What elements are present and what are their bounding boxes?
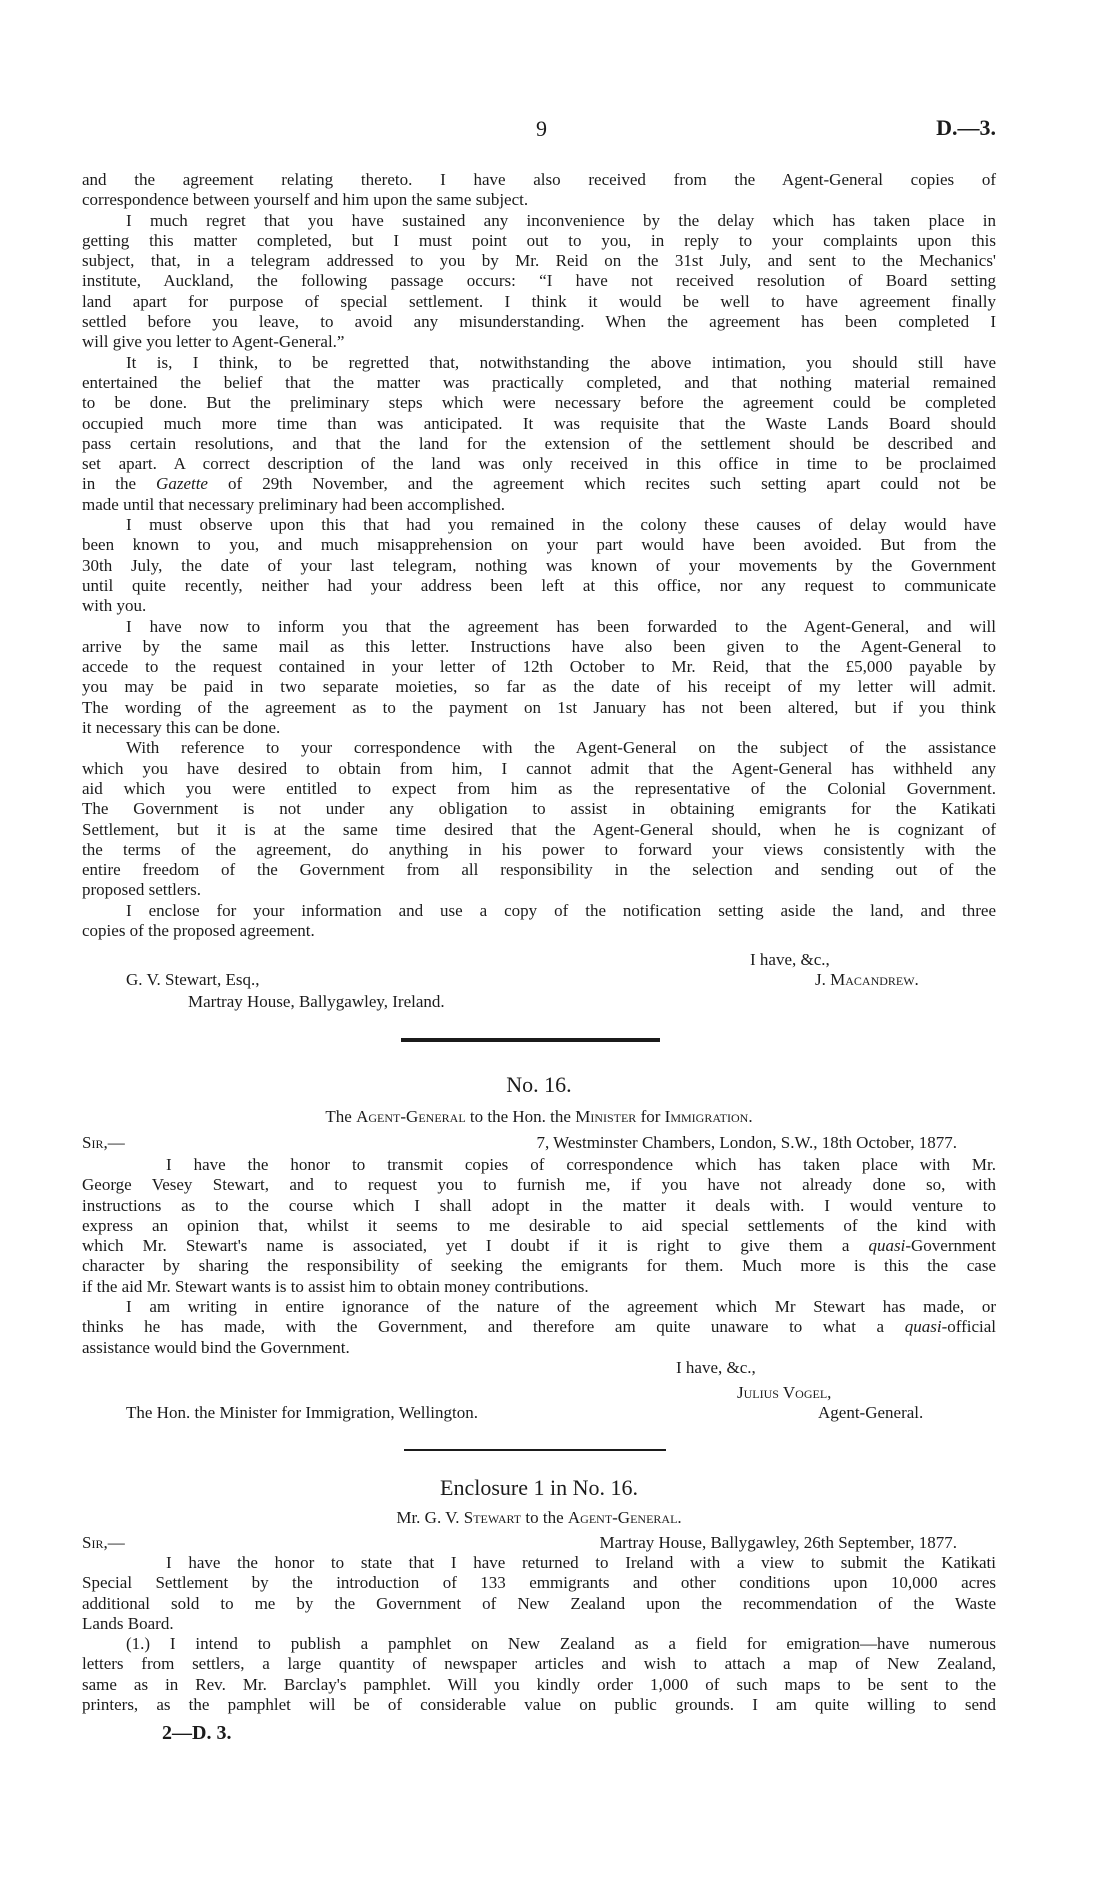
text-line: been known to you, and much misapprehension on your part would have been avoided. But from the [82, 535, 996, 555]
text-line: pass certain resolutions, and that the land for the extension of the settlement should be described and [82, 433, 996, 453]
text-line: you may be paid in two separate moieties, so far as the date of his receipt of my letter will admit. [82, 677, 996, 697]
text-segment: of 29th November, and the agreement which recites such setting apart could not be [207, 474, 997, 494]
text-line: occupied much more time than was anticipated. It was requisite that the Waste Lands Board should [82, 413, 996, 433]
enclosure-subtitle [82, 1508, 996, 1528]
text-line [82, 1317, 996, 1337]
text-line: set apart. A correct description of the land was only received in this office in time to be proclaimed [82, 454, 996, 474]
small-caps-text: Agent-General [356, 1107, 466, 1126]
recipient-name: G. V. Stewart, Esq., [126, 970, 260, 989]
text-line: character by sharing the responsibility of seeking the emigrants for them. Much more is this the case [82, 1256, 996, 1276]
letter-body [82, 170, 996, 941]
text-line: proposed settlers. [82, 880, 201, 900]
signature-name: Julius Vogel, [737, 1383, 832, 1402]
text-line: entire freedom of the Government from all responsibility in the selection and sending out of the [82, 860, 996, 880]
text-line: With reference to your correspondence with the Agent-General on the subject of the assistance [126, 738, 996, 758]
text-line: subject, that, in a telegram addressed to you by Mr. Reid on the 31st July, and sent to the Mechanics' [82, 251, 996, 271]
text-line [82, 474, 996, 494]
paragraph [82, 353, 996, 515]
text-segment: The [325, 1107, 357, 1126]
text-line: letters from settlers, a large quantity of newspaper articles and wish to attach a map of New Zealand, [82, 1654, 996, 1674]
text-line: I have now to inform you that the agreement has been forwarded to the Agent-General, and will [126, 616, 996, 636]
text-line: correspondence between yourself and him upon the same subject. [82, 190, 529, 210]
text-line: I much regret that you have sustained any inconvenience by the delay which has taken place in [126, 210, 996, 230]
italic-text: Gazette [156, 474, 208, 494]
paragraph [82, 1634, 996, 1715]
salutation [82, 1533, 125, 1553]
text-line: I must observe upon this that had you remained in the colony these causes of delay would have [126, 515, 996, 535]
small-caps-text: Stewart [463, 1508, 522, 1527]
text-segment: for [636, 1107, 665, 1126]
text-line: 30th July, the date of your last telegram, nothing was known of your movements by the Government [82, 555, 996, 575]
text-segment: -Government [905, 1236, 996, 1256]
text-segment: . [677, 1508, 682, 1527]
italic-text: quasi [904, 1317, 942, 1337]
document-reference: D.—3. [936, 115, 996, 140]
closing: I have, &c., [676, 1358, 756, 1377]
text-line: accede to the request contained in your letter of 12th October to Mr. Reid, that the £5,000 payable by [82, 657, 996, 677]
text-segment: Mr. G. V. [396, 1508, 464, 1527]
section-divider [404, 1449, 666, 1451]
text-line: additional sold to me by the Government of New Zealand upon the recommendation of the Waste [82, 1593, 996, 1613]
section-subtitle [82, 1107, 996, 1127]
text-line: copies of the proposed agreement. [82, 920, 315, 940]
text-line: settled before you leave, to avoid any misunderstanding. When the agreement has been completed I [82, 312, 996, 332]
text-line: getting this matter completed, but I must point out to you, in reply to your complaints upon this [82, 230, 996, 250]
page-number: 9 [536, 116, 547, 141]
enclosure-heading: Enclosure 1 in No. 16. [440, 1475, 638, 1500]
paragraph [82, 617, 996, 739]
dateline: 7, Westminster Chambers, London, S.W., 18th October, 1877. [536, 1133, 957, 1152]
text-line: made until that necessary preliminary had been accomplished. [82, 494, 505, 514]
salutation [82, 1133, 125, 1153]
text-line: entertained the belief that the matter was practically completed, and that nothing material remained [82, 372, 996, 392]
recipient-address: Martray House, Ballygawley, Ireland. [188, 992, 445, 1011]
letter-body [82, 1155, 996, 1358]
text-line: The Government is not under any obligation to assist in obtaining emigrants for the Katikati [82, 799, 996, 819]
text-segment: to the Hon. the [465, 1107, 576, 1126]
text-line: It is, I think, to be regretted that, notwithstanding the above intimation, you should still have [126, 352, 996, 372]
salutation-text: Sir,— [82, 1133, 125, 1152]
text-line: aid which you were entitled to expect from him as the representative of the Colonial Government. [82, 778, 996, 798]
text-segment: which Mr. Stewart's name is associated, yet I doubt if it is right to give them a [82, 1236, 869, 1256]
dateline: Martray House, Ballygawley, 26th September, 1877. [599, 1533, 957, 1552]
closing: I have, &c., [750, 950, 830, 969]
signature: J. Macandrew. [815, 970, 919, 989]
text-line: arrive by the same mail as this letter. Instructions have also been given to the Agent-General to [82, 636, 996, 656]
text-line: George Vesey Stewart, and to request you to furnish me, if you have not already done so, with [82, 1175, 996, 1195]
text-segment: -official [941, 1317, 996, 1337]
text-line: institute, Auckland, the following passage occurs: “I have not received resolution of Board setting [82, 271, 996, 291]
text-line: Lands Board. [82, 1613, 174, 1633]
section-divider [401, 1038, 660, 1042]
text-line: will give you letter to Agent-General.” [82, 332, 345, 352]
salutation-text: Sir,— [82, 1533, 125, 1552]
text-line: Special Settlement by the introduction of 133 emmigrants and other conditions upon 10,000 acres [82, 1573, 996, 1593]
text-line: if the aid Mr. Stewart wants is to assist him to obtain money contributions. [82, 1276, 589, 1296]
text-line: until quite recently, neither had your address been left at this office, nor any request to communicate [82, 575, 996, 595]
text-segment: to the [521, 1508, 568, 1527]
text-line: to be done. But the preliminary steps which were necessary before the agreement could be completed [82, 393, 996, 413]
paragraph [82, 170, 996, 211]
letter-body [82, 1553, 996, 1715]
text-line [82, 1236, 996, 1256]
italic-text: quasi [868, 1236, 906, 1256]
text-line: I am writing in entire ignorance of the nature of the agreement which Mr Stewart has made, or [126, 1297, 996, 1317]
text-line: the terms of the agreement, do anything in his power to forward your views consistently with the [82, 839, 996, 859]
text-segment: . [748, 1107, 753, 1126]
text-line: instructions as to the course which I shall adopt in the matter it deals with. I would venture to [82, 1195, 996, 1215]
text-line: (1.) I intend to publish a pamphlet on New Zealand as a field for emigration—have numerous [126, 1634, 996, 1654]
section-heading: No. 16. [506, 1072, 572, 1097]
text-line: Settlement, but it is at the same time desired that the Agent-General should, when he is cognizant of [82, 819, 996, 839]
paragraph [82, 901, 996, 942]
text-line: assistance would bind the Government. [82, 1337, 350, 1357]
paragraph [82, 1155, 996, 1297]
text-line: I enclose for your information and use a copy of the notification setting aside the land, and three [126, 900, 996, 920]
signature-mark: 2—D. 3. [162, 1722, 232, 1744]
text-line: I have the honor to transmit copies of correspondence which has taken place with Mr. [166, 1155, 996, 1174]
text-line: and the agreement relating thereto. I have also received from the Agent-General copies of [82, 170, 996, 189]
text-line: express an opinion that, whilst it seems to me desirable to aid special settlements of the kind with [82, 1215, 996, 1235]
text-line: same as in Rev. Mr. Barclay's pamphlet. Will you kindly order 1,000 of such maps to be sent to the [82, 1674, 996, 1694]
text-line: which you have desired to obtain from him, I cannot admit that the Agent-General has withheld any [82, 758, 996, 778]
text-line: The wording of the agreement as to the payment on 1st January has not been altered, but if you think [82, 697, 996, 717]
small-caps-text: Immigration [664, 1107, 749, 1126]
signature-title: Agent-General. [818, 1403, 924, 1422]
text-line: it necessary this can be done. [82, 718, 281, 738]
paragraph [82, 515, 996, 616]
text-line: land apart for purpose of special settlement. I think it would be well to have agreement finally [82, 291, 996, 311]
paragraph [82, 1297, 996, 1358]
text-line: with you. [82, 596, 147, 616]
small-caps-text: Minister [575, 1107, 637, 1126]
small-caps-text: Agent-General [567, 1508, 678, 1527]
paragraph [82, 738, 996, 900]
paragraph [82, 211, 996, 353]
text-line: printers, as the pamphlet will be of considerable value on public grounds. I am quite willing to send [82, 1695, 996, 1715]
text-segment: in the [82, 474, 157, 494]
text-segment: thinks he has made, with the Government, and therefore am quite unaware to what a [82, 1317, 905, 1337]
recipient: The Hon. the Minister for Immigration, Wellington. [126, 1403, 478, 1422]
text-line: I have the honor to state that I have returned to Ireland with a view to submit the Katikati [166, 1553, 996, 1572]
paragraph [82, 1553, 996, 1634]
